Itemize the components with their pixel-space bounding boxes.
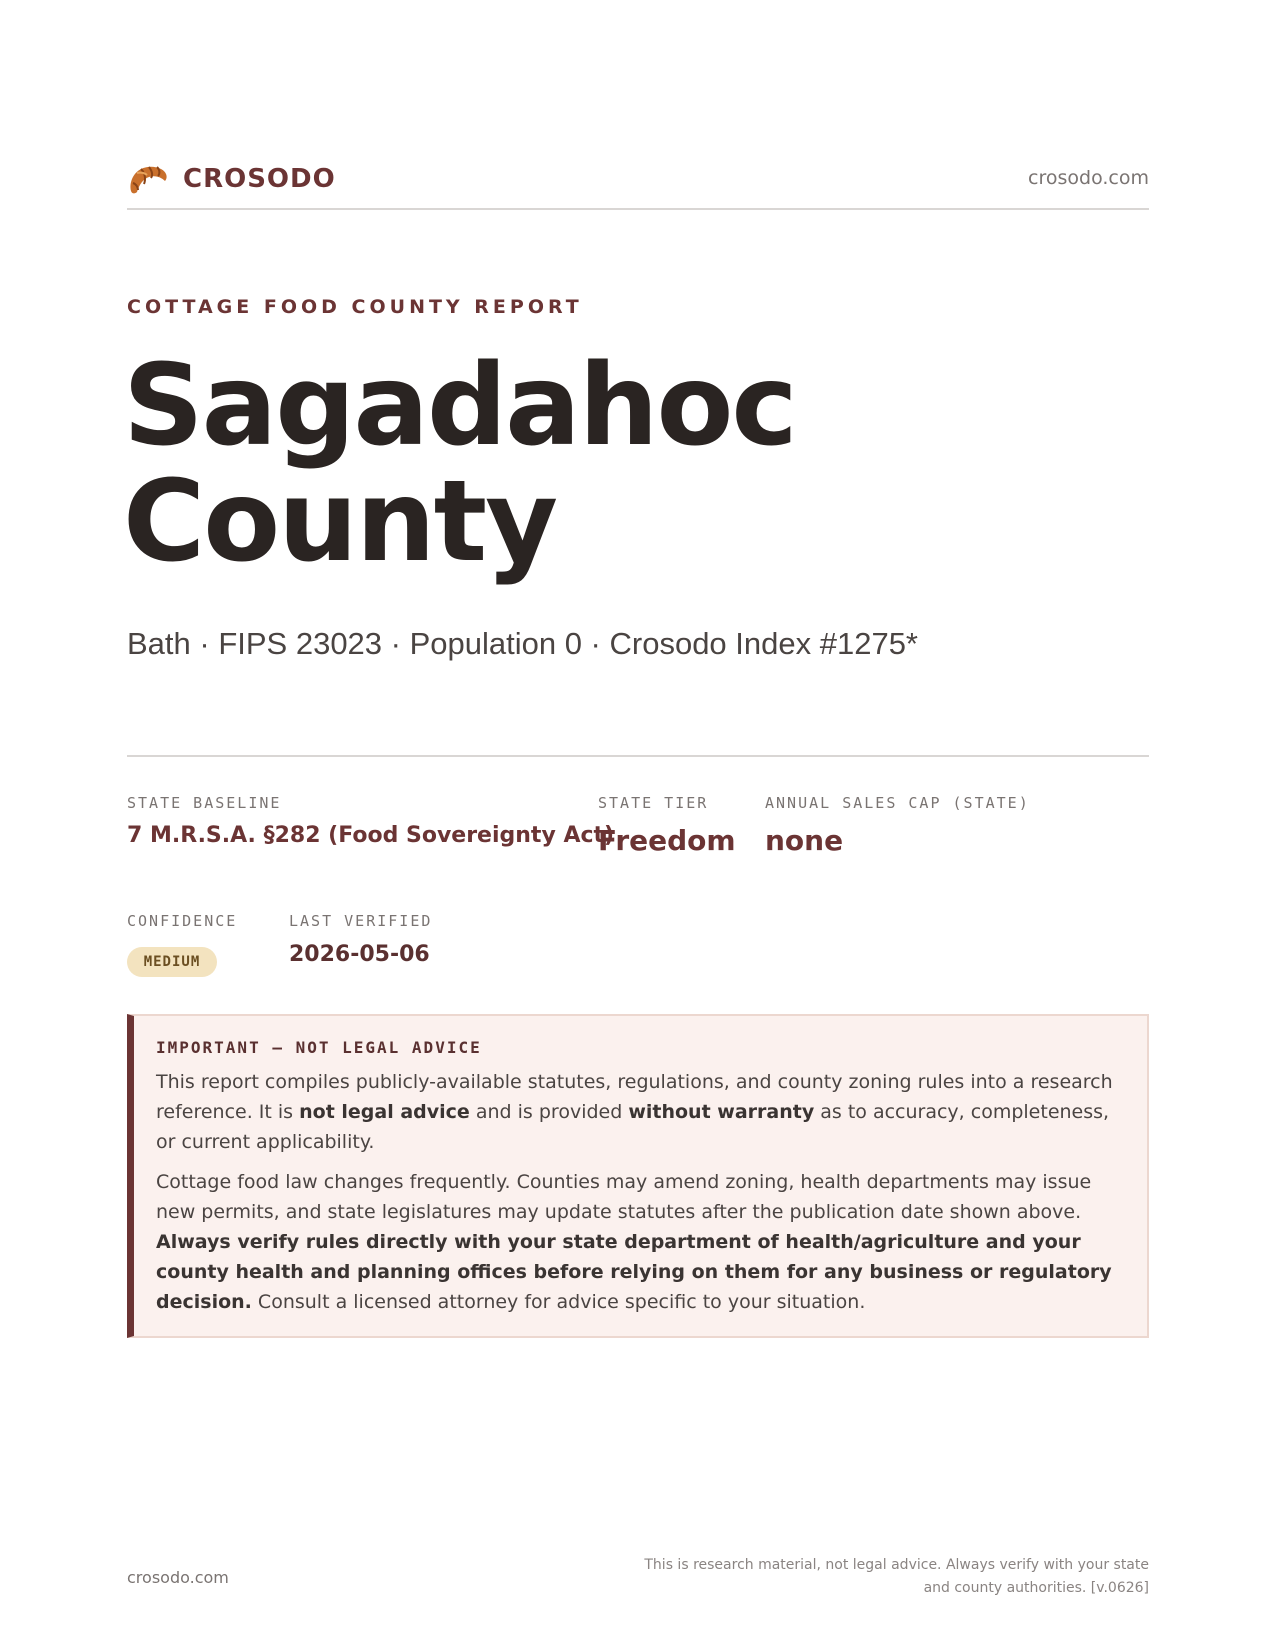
- state-tier-label: STATE TIER: [598, 794, 709, 812]
- sales-cap-value: none: [765, 824, 844, 857]
- county-title-line1: Sagadahoc: [123, 341, 796, 471]
- footer-site-url[interactable]: crosodo.com: [127, 1568, 229, 1587]
- confidence-label: CONFIDENCE: [127, 912, 238, 930]
- state-baseline-label: STATE BASELINE: [127, 794, 282, 812]
- notice-paragraph-2: [156, 1167, 1127, 1317]
- notice-p1-bold-1: not legal advice: [299, 1101, 470, 1123]
- notice-p1-text-3: as to accuracy, completeness, or current applicability.: [156, 1101, 1110, 1153]
- notice-p1-text-1: This report compiles publicly-available statutes, regulations, and county zoning rules into a research reference. It is: [156, 1071, 1113, 1123]
- report-kicker: COTTAGE FOOD COUNTY REPORT: [127, 296, 583, 318]
- footer-disclaimer-line2: and county authorities. [v.0626]: [923, 1580, 1149, 1596]
- footer-disclaimer: [629, 1554, 1149, 1600]
- last-verified-label: LAST VERIFIED: [289, 912, 433, 930]
- state-tier-value: Freedom: [598, 824, 736, 857]
- notice-p2-text-1: Cottage food law changes frequently. Counties may amend zoning, health departments may issue new permits, and state legislatures may update statutes after the publication date shown above.: [156, 1171, 1092, 1223]
- legal-notice: [127, 1014, 1149, 1338]
- county-title: [123, 341, 923, 587]
- notice-paragraph-1: [156, 1067, 1127, 1157]
- report-page: [123, 0, 1149, 1650]
- brand[interactable]: [127, 161, 336, 197]
- page-header: [127, 155, 1149, 210]
- notice-title: IMPORTANT — NOT LEGAL ADVICE: [156, 1038, 482, 1057]
- sales-cap-label: ANNUAL SALES CAP (STATE): [765, 794, 1030, 812]
- county-title-line2: County: [123, 457, 557, 587]
- notice-p2-text-2: Consult a licensed attorney for advice specific to your situation.: [251, 1291, 866, 1313]
- notice-p2-bold: Always verify rules directly with your state department of health/agriculture and your county health and planning offices before relying on them for any business or regulatory decision.: [156, 1231, 1112, 1313]
- header-site-url[interactable]: crosodo.com: [1028, 167, 1149, 189]
- notice-p1-bold-2: without warranty: [628, 1101, 815, 1123]
- brand-name: CROSODO: [183, 164, 336, 194]
- footer-disclaimer-line1: This is research material, not legal advice. Always verify with your state: [644, 1557, 1149, 1573]
- notice-p1-text-2: and is provided: [469, 1101, 629, 1123]
- croissant-icon: [127, 161, 169, 197]
- confidence-badge: MEDIUM: [127, 947, 217, 977]
- county-subtitle: Bath · FIPS 23023 · Population 0 · Crosodo Index #1275*: [127, 626, 918, 661]
- state-baseline-value: 7 M.R.S.A. §282 (Food Sovereignty Act): [127, 823, 615, 848]
- divider: [127, 755, 1149, 757]
- last-verified-value: 2026-05-06: [289, 942, 430, 967]
